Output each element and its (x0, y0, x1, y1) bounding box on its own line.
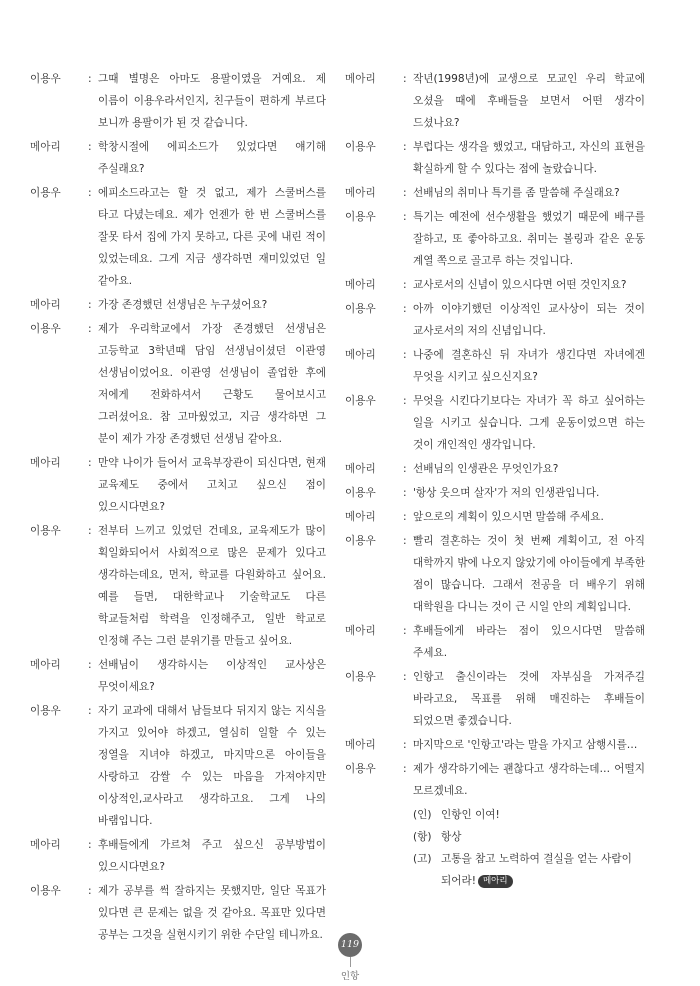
right-column (345, 68, 645, 892)
speaker-colon: : (403, 671, 407, 683)
speaker-colon: : (403, 73, 407, 85)
speaker-name: 메아리 (30, 839, 61, 851)
speaker-name: 이용우 (30, 705, 61, 717)
speaker-name: 메아리 (30, 659, 61, 671)
dialogue-entry (345, 666, 645, 732)
speaker-colon: : (88, 457, 92, 469)
acrostic-text-content: 항상 (441, 831, 462, 843)
acrostic-text-content: 인항인 이여! (441, 809, 500, 821)
speaker-colon: : (403, 487, 407, 499)
speaker-name: 이용우 (345, 141, 376, 153)
dialogue-text: 선배님의 인생관은 무엇인가요? (413, 463, 559, 475)
speaker-colon: : (88, 885, 92, 897)
page-number: 119 (338, 933, 362, 957)
speaker-name: 이용우 (345, 487, 376, 499)
speaker-name: 메아리 (30, 299, 61, 311)
dialogue-text: 선배님의 취미나 특기를 좀 말씀해 주실래요? (413, 187, 620, 199)
dialogue-text: 작년(1998년)에 교생으로 모교인 우리 학교에 오셨을 때에 후배들을 보면서 어떤 생각이 드셨나요? (413, 73, 645, 129)
speaker-colon: : (403, 187, 407, 199)
dialogue-entry (30, 700, 326, 832)
dialogue-entry (30, 654, 326, 698)
dialogue-text: 제가 우리학교에서 가장 존경했던 선생님은 고등학교 3학년때 담임 선생님이셨던 이관영 선생님이었어요. 이관영 선생님이 졸업한 후에 저에게 전화하셔서 근황도 물어보시고 그러셨어요. 참 고마웠었고, 지금 생각하면 그 분이 제가 가장 존경했던 선생님 같아요. (98, 323, 326, 445)
dialogue-entry (345, 182, 645, 204)
speaker-colon: : (88, 323, 92, 335)
dialogue-entry (345, 530, 645, 618)
dialogue-text: 마지막으로 '인항고'라는 말을 가지고 삼행시를… (413, 739, 638, 751)
dialogue-text: 부럽다는 생각을 했었고, 대담하고, 자신의 표현을 확실하게 할 수 있다는 점에 놀랐습니다. (413, 141, 645, 175)
speaker-colon: : (88, 141, 92, 153)
speaker-name: 이용우 (345, 395, 376, 407)
dialogue-entry (30, 452, 326, 518)
dialogue-text: 자기 교과에 대해서 남들보다 뒤지지 않는 지식을 가지고 있어야 하겠고, 열심히 일할 수 있는 정열을 지녀야 하겠고, 마지막으론 아이들을 사랑하고 감쌀 수 있는 마음을 가져야지만 이상적인,교사라고 생각하고요. 그게 나의 바램입니다. (98, 705, 326, 827)
dialogue-text: 후배들에게 바라는 점이 있으시다면 말씀해 주세요. (413, 625, 645, 659)
dialogue-text: 후배들에게 가르쳐 주고 싶으신 공부방법이 있으시다면요? (98, 839, 326, 873)
dialogue-entry (345, 758, 645, 802)
dialogue-entry (345, 68, 645, 134)
dialogue-entry (345, 274, 645, 296)
speaker-colon: : (403, 625, 407, 637)
acrostic-line (345, 826, 645, 848)
speaker-name: 메아리 (345, 739, 376, 751)
speaker-name: 이용우 (30, 525, 61, 537)
dialogue-text: 제가 공부를 썩 잘하지는 못했지만, 일단 목표가 있다면 큰 문제는 없을 것 같아요. 목표만 있다면 공부는 그것을 실현시키기 위한 수단일 테니까요. (98, 885, 326, 941)
acrostic-text-content: 고통을 참고 노력하여 결실을 얻는 사람이 되어라! (441, 853, 632, 887)
dialogue-text: 빨리 결혼하는 것이 첫 번째 계획이고, 전 아직 대학까지 밖에 나오지 않았기에 아이들에게 부족한 점이 많습니다. 그래서 전공을 더 배우기 위해 대학원을 다니는 것이 근 시일 안의 계획입니다. (413, 535, 645, 613)
dialogue-entry (345, 390, 645, 456)
speaker-name: 이용우 (30, 323, 61, 335)
dialogue-entry (345, 458, 645, 480)
speaker-colon: : (88, 299, 92, 311)
speaker-colon: : (403, 349, 407, 361)
speaker-colon: : (88, 839, 92, 851)
speaker-name: 이용우 (345, 763, 376, 775)
dialogue-entry (345, 482, 645, 504)
dialogue-entry (345, 136, 645, 180)
dialogue-text: 학창시절에 에피소드가 있었다면 얘기해 주실래요? (98, 141, 326, 175)
acrostic-line (345, 848, 645, 892)
speaker-colon: : (403, 511, 407, 523)
speaker-name: 메아리 (345, 187, 376, 199)
speaker-colon: : (403, 463, 407, 475)
speaker-name: 이용우 (30, 187, 61, 199)
speaker-colon: : (403, 141, 407, 153)
speaker-colon: : (88, 525, 92, 537)
speaker-name: 이용우 (345, 211, 376, 223)
dialogue-text: 앞으로의 계획이 있으시면 말씀해 주세요. (413, 511, 604, 523)
dialogue-entry (345, 344, 645, 388)
speaker-name: 이용우 (30, 885, 61, 897)
dialogue-entry (30, 68, 326, 134)
left-column (30, 68, 326, 948)
speaker-colon: : (403, 279, 407, 291)
speaker-colon: : (403, 395, 407, 407)
dialogue-text: 제가 생각하기에는 괜찮다고 생각하는데… 어떨지 모르겠네요. (413, 763, 645, 797)
dialogue-text: 에피소드라고는 할 것 없고, 제가 스쿨버스를 타고 다녔는데요. 제가 언젠가 한 번 스쿨버스를 잘못 타서 집에 가지 못하고, 다른 곳에 내린 적이 있었는데요. 그게 지금 생각하면 재미있었던 일 같아요. (98, 187, 326, 287)
dialogue-entry (30, 834, 326, 878)
dialogue-entry (30, 318, 326, 450)
dialogue-text: 가장 존경했던 선생님은 누구셨어요? (98, 299, 268, 311)
dialogue-entry (345, 298, 645, 342)
speaker-colon: : (403, 535, 407, 547)
dialogue-text: 만약 나이가 들어서 교육부장관이 되신다면, 현재 교육제도 중에서 고치고 싶으신 점이 있으시다면요? (98, 457, 326, 513)
speaker-name: 메아리 (345, 511, 376, 523)
speaker-name: 메아리 (30, 457, 61, 469)
speaker-name: 메아리 (345, 279, 376, 291)
speaker-colon: : (403, 211, 407, 223)
speaker-name: 이용우 (345, 671, 376, 683)
speaker-colon: : (88, 659, 92, 671)
dialogue-text: 나중에 결혼하신 뒤 자녀가 생긴다면 자녀에겐 무엇을 시키고 싶으신지요? (413, 349, 645, 383)
interviewer-badge: 메아리 (478, 875, 513, 888)
speaker-colon: : (403, 763, 407, 775)
acrostic-text (441, 804, 645, 826)
speaker-colon: : (88, 705, 92, 717)
acrostic-letter: (인) (413, 809, 432, 821)
speaker-name: 이용우 (30, 73, 61, 85)
speaker-colon: : (88, 73, 92, 85)
dialogue-entry (30, 294, 326, 316)
dialogue-entry (30, 136, 326, 180)
dialogue-text: 전부터 느끼고 있었던 건데요, 교육제도가 많이 획일화되어서 사회적으로 많은 문제가 있다고 생각하는데요, 먼저, 학교를 다원화하고 싶어요. 예를 들면, 대한학교나 기술학교도 다른 학교들처럼 학력을 인정해주고, 일반 학교로 인정해 주는 그런 분위기를 만들고 싶어요. (98, 525, 326, 647)
acrostic-text (441, 848, 645, 892)
page-footer (0, 932, 700, 982)
speaker-name: 이용우 (345, 535, 376, 547)
acrostic-letter: (고) (413, 853, 432, 865)
section-name: 인항 (340, 971, 360, 982)
dialogue-entry (345, 206, 645, 272)
dialogue-entry (30, 520, 326, 652)
dialogue-entry (345, 734, 645, 756)
speaker-name: 메아리 (345, 625, 376, 637)
acrostic-letter: (항) (413, 831, 432, 843)
acrostic-line (345, 804, 645, 826)
dialogue-entry (30, 182, 326, 292)
dialogue-text: 특기는 예전에 선수생활을 했었기 때문에 배구를 잘하고, 또 좋아하고요. 취미는 볼링과 같은 운동 계열 쪽으로 골고루 하는 것입니다. (413, 211, 645, 267)
speaker-name: 이용우 (345, 303, 376, 315)
dialogue-entry (345, 506, 645, 528)
speaker-name: 메아리 (30, 141, 61, 153)
dialogue-text: 선배님이 생각하시는 이상적인 교사상은 무엇이세요? (98, 659, 326, 693)
speaker-colon: : (403, 739, 407, 751)
footer-divider (350, 957, 351, 967)
dialogue-text: 그때 별명은 아마도 용팔이였을 거예요. 제 이름이 이용우라서인지, 친구들이 편하게 부르다 보니까 용팔이가 된 것 같습니다. (98, 73, 326, 129)
dialogue-entry (345, 620, 645, 664)
dialogue-text: 무엇을 시킨다기보다는 자녀가 꼭 하고 싶어하는 일을 시키고 싶습니다. 그게 운동이었으면 하는 것이 개인적인 생각입니다. (413, 395, 645, 451)
speaker-name: 메아리 (345, 349, 376, 361)
speaker-name: 메아리 (345, 463, 376, 475)
speaker-colon: : (88, 187, 92, 199)
dialogue-text: 교사로서의 신념이 있으시다면 어떤 것인지요? (413, 279, 627, 291)
acrostic-text (441, 826, 645, 848)
dialogue-text: 아까 이야기했던 이상적인 교사상이 되는 것이 교사로서의 저의 신념입니다. (413, 303, 645, 337)
dialogue-text: '항상 웃으며 살자'가 저의 인생관입니다. (413, 487, 600, 499)
speaker-colon: : (403, 303, 407, 315)
dialogue-text: 인항고 출신이라는 것에 자부심을 가져주길 바라고요, 목표를 위해 매진하는 후배들이 되었으면 좋겠습니다. (413, 671, 645, 727)
speaker-name: 메아리 (345, 73, 376, 85)
